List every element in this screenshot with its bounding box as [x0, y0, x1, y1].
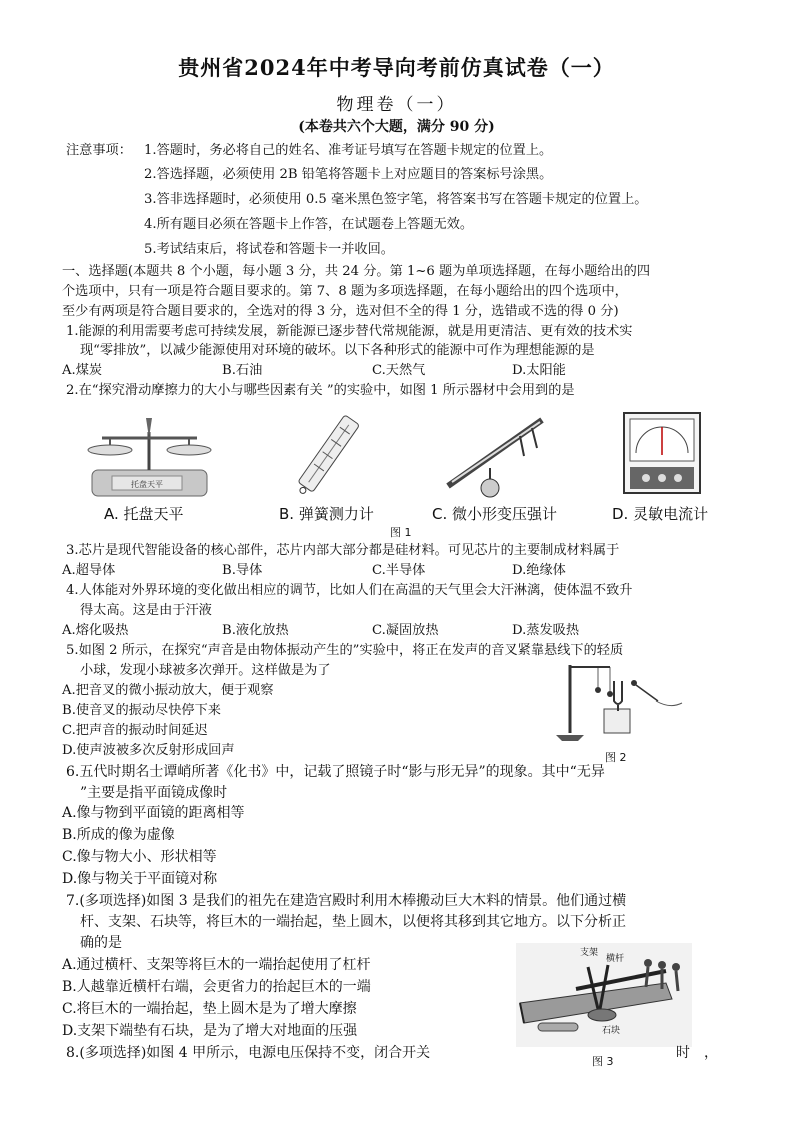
option: C.像与物大小、形状相等 — [62, 849, 217, 865]
spring-scale-figure — [292, 410, 362, 502]
figure-2-label: 图 2 — [605, 751, 627, 764]
section-heading: 个选项中，只有一项是符合题目要求的。第 7、8 题为多项选择题，在每小题给出的四个选项中， — [62, 284, 628, 299]
question-8-text: 8.(多项选择)如图 4 甲所示，电源电压保持不变，闭合开关 — [66, 1045, 431, 1061]
question-7-text: 确的是 — [80, 935, 122, 951]
option: A.熔化吸热 — [62, 623, 129, 638]
question-7-text: 7.(多项选择)如图 3 是我们的祖先在建造宫殿时利用木棒搬动巨大木料的情景。他们通过横 — [66, 893, 627, 909]
question-1-text: 现“零排放”，以减少能源使用对环境的破坏。以下各种形式的能源中可作为理想能源的是 — [80, 343, 595, 358]
galvanometer-figure — [620, 409, 704, 499]
figure-1-caption-c: C. 微小形变压强计 — [432, 505, 558, 523]
figure-1-caption-d: D. 灵敏电流计 — [612, 505, 709, 523]
option: C.半导体 — [372, 563, 426, 578]
balance-brand-label: 托盘天平 — [131, 480, 163, 489]
score-note: (本卷共六个大题，满分 90 分) — [298, 119, 495, 135]
option: C.凝固放热 — [372, 623, 439, 638]
question-3-text: 3.芯片是现代智能设备的核心部件，芯片内部大部分都是硅材料。可见芯片的主要制成材料属于 — [66, 543, 620, 558]
fig3-label-lever: 横杆 — [606, 954, 625, 964]
option: A.超导体 — [62, 563, 116, 578]
instruction-item: 2.答选择题，必须使用 2B 铅笔将答题卡上对应题目的答案标号涂黑。 — [144, 167, 553, 182]
question-6-text: ”主要是指平面镜成像时 — [80, 785, 228, 801]
tuning-fork-figure — [548, 661, 688, 747]
section-heading: 一、选择题(本题共 8 个小题，每小题 3 分，共 24 分。第 1~6 题为单项选择题，在每小题给出的四 — [62, 264, 651, 279]
paper-subtitle: 物理卷（一） — [336, 95, 457, 115]
option: B.人越靠近横杆右端，会更省力的抬起巨木的一端 — [62, 979, 371, 995]
question-4-text: 得太高。这是由于汗液 — [80, 603, 212, 618]
option: D.蒸发吸热 — [512, 623, 580, 638]
question-6-text: 6.五代时期名士谭峭所著《化书》中，记载了照镜子时“影与形无异”的现象。其中“无异 — [66, 764, 605, 780]
option: A.煤炭 — [62, 363, 103, 378]
pressure-gauge-figure — [442, 408, 554, 503]
question-7-text: 杆、支架、石块等，将巨木的一端抬起，垫上圆木，以便将其移到其它地方。以下分析正 — [80, 914, 626, 930]
instruction-item: 3.答非选择题时，必须使用 0.5 毫米黑色签字笔，将答案书写在答题卡规定的位置上。 — [144, 192, 648, 207]
instruction-item: 5.考试结束后，将试卷和答题卡一并收回。 — [144, 242, 394, 257]
balance-figure — [82, 408, 217, 500]
option: D.使声波被多次反射形成回声 — [62, 743, 235, 758]
question-4-options — [62, 621, 742, 641]
figure-1-label: 图 1 — [390, 526, 412, 539]
figure-3-label: 图 3 — [592, 1055, 614, 1068]
page-title: 贵州省2024年中考导向考前仿真试卷（一） — [178, 55, 615, 80]
option: D.像与物关于平面镜对称 — [62, 871, 218, 887]
question-4-text: 4.人体能对外界环境的变化做出相应的调节，比如人们在高温的天气里会大汗淋漓，使体温不致升 — [66, 583, 633, 598]
option: D.支架下端垫有石块，是为了增大对地面的压强 — [62, 1023, 358, 1039]
figure-1-caption-a: A. 托盘天平 — [104, 505, 184, 523]
option: B.使音叉的振动尽快停下来 — [62, 703, 221, 718]
section-heading: 至少有两项是符合题目要求的，全选对的得 3 分，选对但不全的得 1 分，选错或不选的得 0 分) — [62, 304, 619, 319]
option: A.像与物到平面镜的距离相等 — [62, 805, 245, 821]
option: D.太阳能 — [512, 363, 566, 378]
option: C.将巨木的一端抬起，垫上圆木是为了增大摩擦 — [62, 1001, 357, 1017]
question-1-options — [62, 361, 742, 381]
instruction-item: 4.所有题目必须在答题卡上作答，在试题卷上答题无效。 — [144, 217, 474, 232]
lever-figure — [516, 943, 692, 1047]
option: B.石油 — [222, 363, 263, 378]
option: C.天然气 — [372, 363, 426, 378]
question-2-text: 2.在“探究滑动摩擦力的大小与哪些因素有关 ”的实验中，如图 1 所示器材中会用到的是 — [66, 383, 575, 398]
option: B.导体 — [222, 563, 263, 578]
fig3-label-support: 支架 — [580, 948, 599, 958]
option: A.通过横杆、支架等将巨木的一端抬起使用了杠杆 — [62, 957, 371, 973]
question-5-text: 小球，发现小球被多次弹开。这样做是为了 — [80, 663, 331, 678]
option: B.所成的像为虚像 — [62, 827, 175, 843]
question-8-tail: 时 ， — [676, 1045, 718, 1061]
option: A.把音叉的微小振动放大，便于观察 — [62, 683, 274, 698]
question-3-options — [62, 561, 742, 581]
figure-1-caption-b: B. 弹簧测力计 — [279, 505, 374, 523]
instruction-item: 1.答题时，务必将自己的姓名、准考证号填写在答题卡规定的位置上。 — [144, 143, 553, 158]
option: B.液化放热 — [222, 623, 289, 638]
instructions-label: 注意事项： — [66, 143, 132, 158]
question-1-text: 1.能源的利用需要考虑可持续发展，新能源已逐步替代常规能源，就是用更清洁、更有效的技术实 — [66, 324, 633, 339]
fig3-label-stone: 石块 — [602, 1026, 621, 1036]
option: D.绝缘体 — [512, 563, 566, 578]
question-5-text: 5.如图 2 所示，在探究“声音是由物体振动产生的”实验中，将正在发声的音叉紧靠悬线下的轻质 — [66, 643, 624, 658]
option: C.把声音的振动时间延迟 — [62, 723, 208, 738]
